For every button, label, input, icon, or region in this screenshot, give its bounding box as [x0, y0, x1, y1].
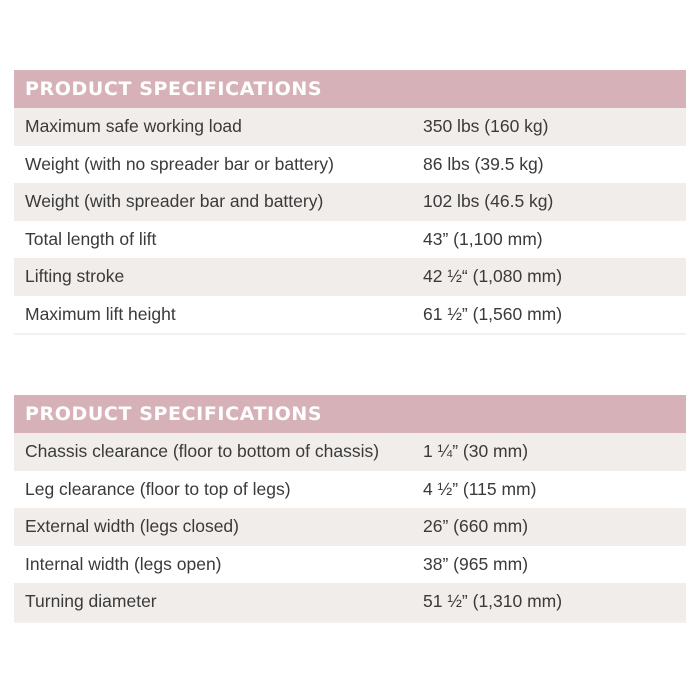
- table-row: [14, 583, 686, 621]
- table-row: [14, 433, 686, 471]
- spec-label: Lifting stroke: [25, 266, 125, 287]
- spec-label: Chassis clearance (floor to bottom of chassis): [25, 441, 380, 462]
- spec-value: 38” (965 mm): [423, 553, 529, 574]
- spec-label: Weight (with no spreader bar or battery): [25, 153, 334, 174]
- spec-label: Maximum lift height: [25, 303, 176, 324]
- spec-label: Internal width (legs open): [25, 553, 222, 574]
- table-row: [14, 471, 686, 509]
- spec-label: Weight (with spreader bar and battery): [25, 191, 324, 212]
- table-row: [14, 546, 686, 584]
- spec-label: External width (legs closed): [25, 516, 239, 537]
- spec-label: Total length of lift: [25, 228, 157, 249]
- spec-table-body: [14, 108, 686, 335]
- spec-table-1: [14, 70, 686, 335]
- spec-table-header: [14, 70, 686, 108]
- spec-table-header: [14, 395, 686, 433]
- spec-value: 61 ½” (1,560 mm): [423, 303, 563, 324]
- spec-label: Maximum safe working load: [25, 116, 242, 137]
- spec-value: 86 lbs (39.5 kg): [423, 153, 544, 174]
- spec-table-body: [14, 433, 686, 623]
- spec-value: 4 ½” (115 mm): [423, 478, 537, 499]
- table-row: [14, 221, 686, 259]
- table-row: [14, 508, 686, 546]
- spec-label: Turning diameter: [25, 591, 157, 612]
- table-row: [14, 108, 686, 146]
- table-row: [14, 183, 686, 221]
- spec-value: 51 ½” (1,310 mm): [423, 591, 563, 612]
- spec-table-2: [14, 395, 686, 623]
- spec-value: 42 ½“ (1,080 mm): [423, 266, 563, 287]
- spec-value: 1 ¼” (30 mm): [423, 441, 529, 462]
- spec-value: 26” (660 mm): [423, 516, 529, 537]
- spec-value: 102 lbs (46.5 kg): [423, 191, 554, 212]
- table-row: [14, 146, 686, 184]
- spec-value: 43” (1,100 mm): [423, 228, 543, 249]
- table-row: [14, 296, 686, 334]
- spec-table-title: PRODUCT SPECIFICATIONS: [25, 78, 323, 100]
- spec-label: Leg clearance (floor to top of legs): [25, 478, 291, 499]
- spec-table-title: PRODUCT SPECIFICATIONS: [25, 403, 323, 425]
- table-row: [14, 258, 686, 296]
- spec-value: 350 lbs (160 kg): [423, 116, 549, 137]
